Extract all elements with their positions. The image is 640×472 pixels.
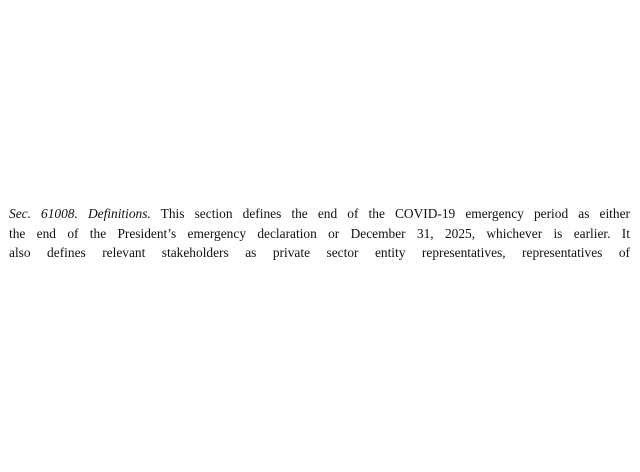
paragraph-line-1-text: This section defines the end of the COVID-19 emergency period as either (150, 206, 630, 221)
definitions-paragraph (9, 204, 630, 263)
paragraph-line-1 (9, 204, 630, 224)
paragraph-line-2: the end of the President’s emergency declaration or December 31, 2025, whichever is earlier. It (9, 225, 630, 241)
paragraph-line-3: also defines relevant stakeholders as private sector entity representatives, representatives of (9, 245, 630, 260)
section-heading: Sec. 61008. Definitions. (9, 206, 151, 221)
